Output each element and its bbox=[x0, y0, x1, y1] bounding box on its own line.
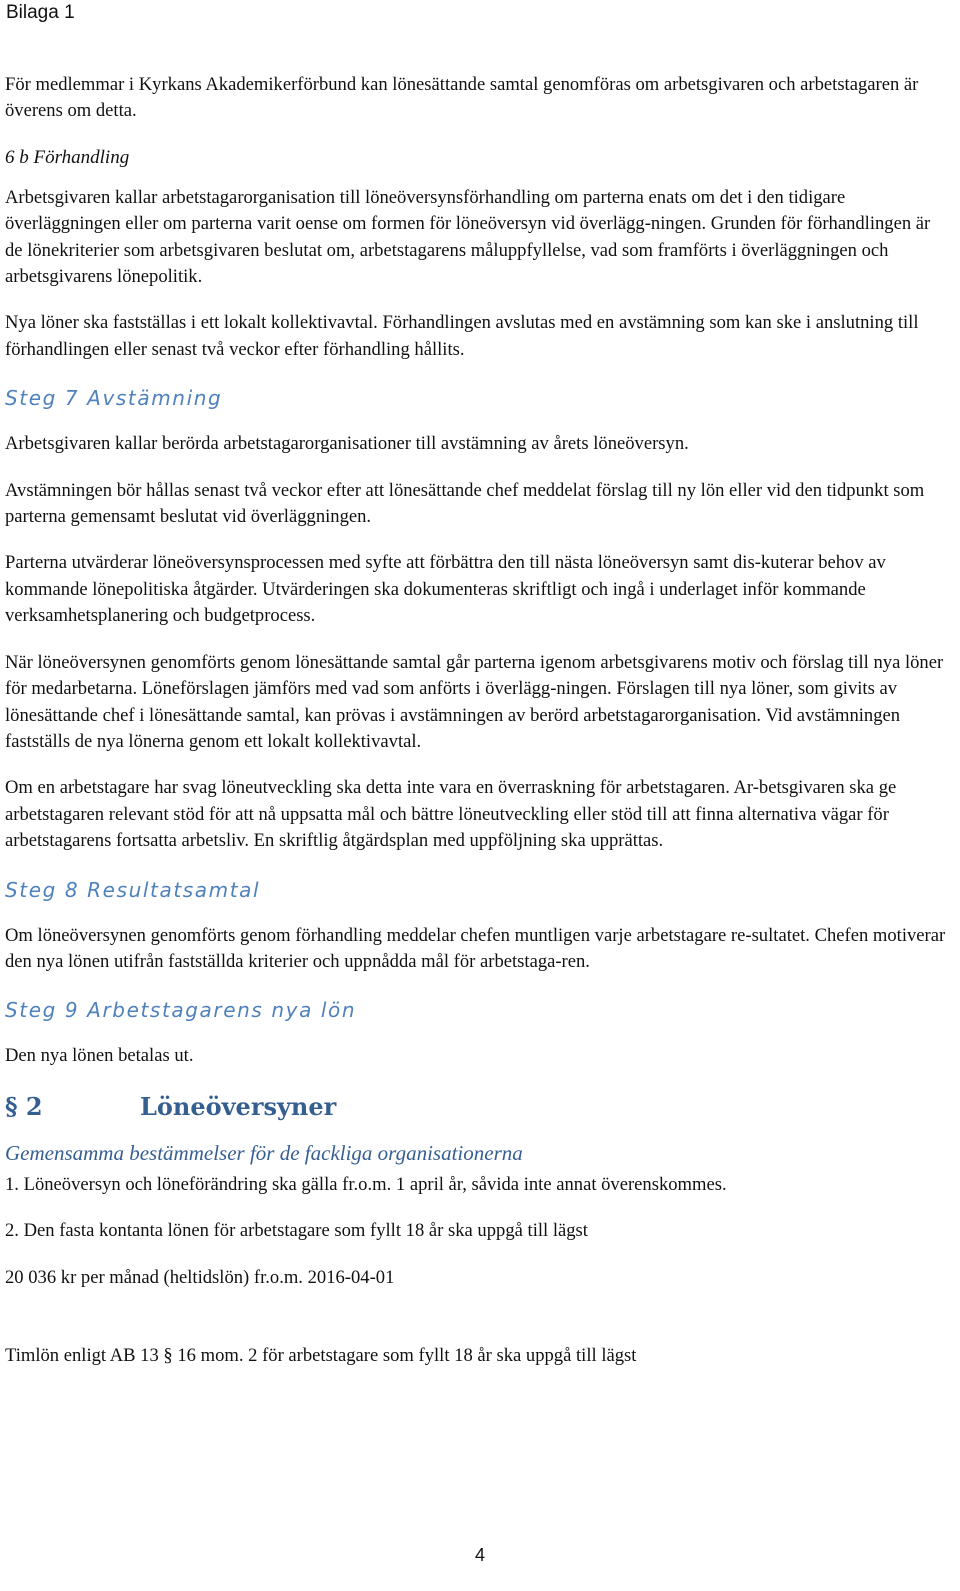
paragraph-6b-1: Arbetsgivaren kallar arbetstagarorganisation till löneöversynsförhandling om parterna enats om det i den tidigare överläggningen eller om parterna varit oense om formen för löneöversyn vid överlägg-ningen. Grunden för förhandlingen är de lönekriterier som arbetsgivaren beslutat om, arbetstagarens måluppfyllelse, vad som framförts i överläggningen och arbetsgivarens lönepolitik. bbox=[5, 186, 931, 288]
page-header: Bilaga 1 bbox=[6, 2, 75, 23]
paragraph-steg9-1: Den nya lönen betalas ut. bbox=[5, 1045, 194, 1067]
section-title: Löneöversyner bbox=[140, 1091, 337, 1121]
list-item-1: 1. Löneöversyn och löneförändring ska gälla fr.o.m. 1 april år, såvida inte annat överenskommes. bbox=[5, 1173, 727, 1195]
timlon-paragraph: Timlön enligt AB 13 § 16 mom. 2 för arbetstagare som fyllt 18 år ska uppgå till lägst bbox=[5, 1344, 637, 1366]
heading-steg-8: Steg 8 Resultatsamtal bbox=[5, 877, 261, 902]
heading-steg-9: Steg 9 Arbetstagarens nya lön bbox=[5, 998, 357, 1023]
paragraph-steg8-1: Om löneöversynen genomförts genom förhandling meddelar chefen muntligen varje arbetstagare re-sultatet. Chefen motiverar den nya lönen utifrån fastställda kriterier och uppnådda mål för arbetstaga-ren. bbox=[5, 924, 946, 972]
heading-steg-7: Steg 7 Avstämning bbox=[5, 386, 223, 411]
section-number: § 2 bbox=[5, 1091, 43, 1121]
paragraph-6b-2: Nya löner ska fastställas i ett lokalt kollektivavtal. Förhandlingen avslutas med en avstämning som kan ske i anslutning till förhandlingen eller senast två veckor efter förhandling hållits. bbox=[5, 312, 919, 360]
paragraph-steg7-4: När löneöversynen genomförts genom lönesättande samtal går parterna igenom arbetsgivarens motiv och förslag till nya löner för medarbetarna. Löneförslagen jämförs med vad som anförts i överlägg-ningen. Förslagen till nya löner, som givits av lönesättande chef i lönesättande samtal, kan prövas i avstämningen av berörd arbetstagarorganisation. Vid avstämningen fastställs de nya lönerna genom ett lokalt kollektivavtal. bbox=[5, 651, 944, 752]
minimum-salary-amount: 20 036 kr per månad (heltidslön) fr.o.m. 2016-04-01 bbox=[5, 1266, 395, 1288]
intro-paragraph: För medlemmar i Kyrkans Akademikerförbund kan lönesättande samtal genomföras om arbetsgivaren och arbetstagaren är överens om detta. bbox=[5, 74, 919, 122]
paragraph-steg7-2: Avstämningen bör hållas senast två veckor efter att lönesättande chef meddelat förslag till ny lön eller vid den tidpunkt som parterna gemensamt beslutat vid överläggningen. bbox=[5, 479, 925, 528]
page-number: 4 bbox=[474, 1545, 485, 1565]
heading-gemensamma-bestammelser: Gemensamma bestämmelser för de fackliga organisationerna bbox=[5, 1140, 523, 1165]
section-heading bbox=[5, 1090, 950, 1124]
heading-6b-forhandling: 6 b Förhandling bbox=[5, 146, 130, 168]
paragraph-steg7-3: Parterna utvärderar löneöversynsprocessen med syfte att förbättra den till nästa löneöversyn samt dis-kuterar behov av kommande lönepolitiska åtgärder. Utvärderingen ska dokumenteras skriftligt och ingå i underlaget inför kommande verksamhetsplanering och budgetprocess. bbox=[5, 552, 886, 627]
paragraph-steg7-1: Arbetsgivaren kallar berörda arbetstagarorganisationer till avstämning av årets löneöversyn. bbox=[5, 433, 689, 455]
list-item-2: 2. Den fasta kontanta lönen för arbetstagare som fyllt 18 år ska uppgå till lägst bbox=[5, 1220, 588, 1242]
document-body bbox=[5, 72, 950, 1389]
paragraph-steg7-5: Om en arbetstagare har svag löneutveckling ska detta inte vara en överraskning för arbetstagaren. Ar-betsgivaren ska ge arbetstagaren relevant stöd för att nå uppsatta mål och bättre löneutveckling eller stöd till att finna alternativa vägar för arbetstagarens fortsatta arbetsliv. En skriftlig åtgärdsplan med uppföljning ska upprättas. bbox=[5, 777, 897, 852]
